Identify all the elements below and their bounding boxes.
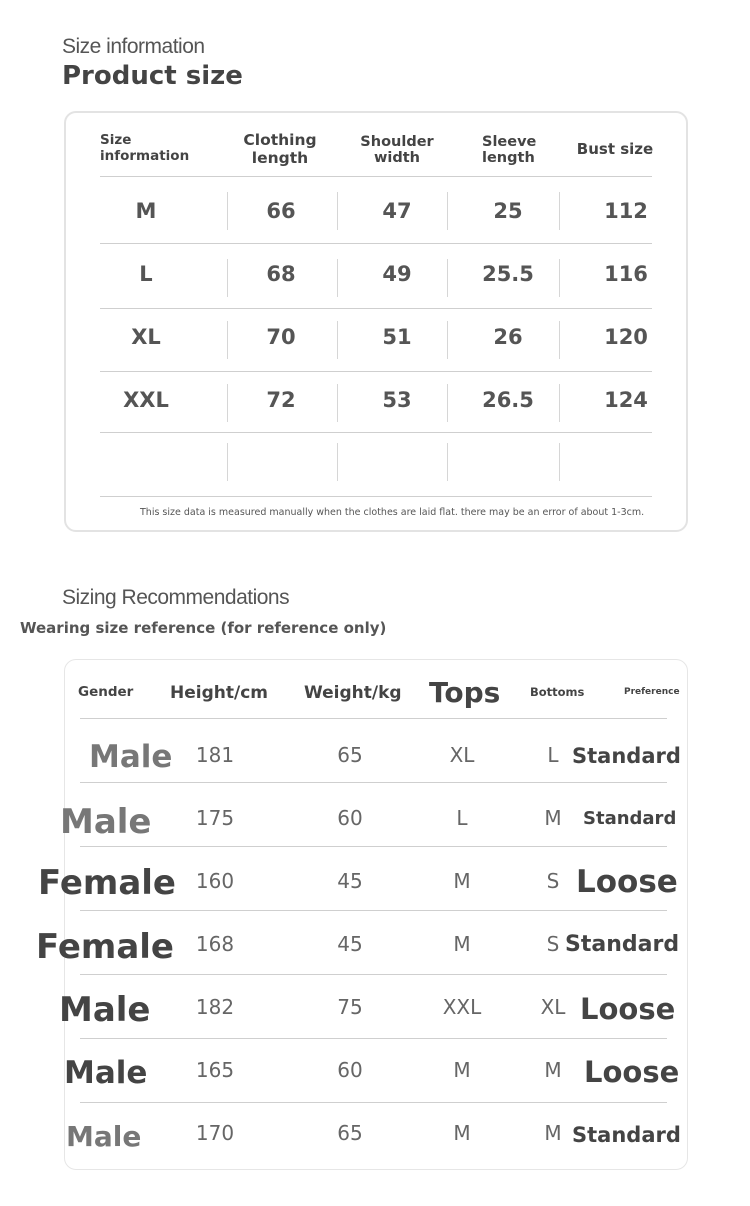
preference-cell: Standard	[565, 932, 680, 957]
tops-cell: XL	[449, 743, 475, 767]
header-shoulder-width: Shoulder width	[360, 134, 434, 166]
weight-cell: 60	[337, 1058, 363, 1082]
clothing-length-cell: 68	[266, 262, 296, 286]
size-info-heading: Size information	[62, 35, 205, 58]
gender-cell: Male	[64, 1055, 148, 1091]
weight-cell: 60	[337, 806, 363, 830]
gender-cell: Female	[38, 863, 176, 903]
height-cell: 181	[195, 743, 235, 767]
product-size-card	[64, 111, 688, 532]
sleeve-length-cell: 25.5	[482, 262, 534, 286]
table2-rule	[80, 846, 667, 847]
preference-cell: Standard	[572, 1123, 681, 1147]
shoulder-width-cell: 51	[382, 325, 412, 349]
header-weight: Weight/kg	[304, 683, 402, 703]
tops-cell: XXL	[442, 995, 482, 1019]
header-bust-size: Bust size	[576, 140, 654, 158]
shoulder-width-cell: 53	[382, 388, 412, 412]
clothing-length-cell: 72	[266, 388, 296, 412]
table1-divider	[337, 259, 338, 297]
table1-divider	[559, 443, 560, 481]
preference-cell: Standard	[583, 808, 677, 829]
height-cell: 168	[195, 932, 235, 956]
bottoms-cell: S	[546, 932, 560, 956]
table1-divider	[337, 321, 338, 359]
size-cell: L	[139, 262, 153, 286]
sleeve-length-cell: 26	[493, 325, 523, 349]
header-tops: Tops	[429, 676, 501, 709]
bottoms-cell: M	[544, 806, 562, 830]
height-cell: 165	[195, 1058, 235, 1082]
table1-rule	[100, 308, 652, 309]
tops-cell: M	[453, 932, 471, 956]
table2-rule	[80, 1102, 667, 1103]
product-size-heading: Product size	[62, 61, 243, 91]
height-cell: 160	[195, 869, 235, 893]
tops-cell: M	[453, 1121, 471, 1145]
table1-rule	[100, 176, 652, 177]
size-cell: XL	[131, 325, 161, 349]
preference-cell: Loose	[584, 1055, 680, 1089]
gender-cell: Male	[66, 1120, 142, 1153]
bottoms-cell: XL	[540, 995, 566, 1019]
height-cell: 182	[195, 995, 235, 1019]
sleeve-length-cell: 26.5	[482, 388, 534, 412]
table2-rule	[80, 974, 667, 975]
table1-divider	[337, 443, 338, 481]
preference-cell: Standard	[572, 744, 681, 768]
height-cell: 175	[195, 806, 235, 830]
header-height: Height/cm	[170, 683, 268, 703]
header-size-information: Size information	[100, 132, 190, 164]
table2-rule	[80, 1038, 667, 1039]
tops-cell: L	[456, 806, 468, 830]
shoulder-width-cell: 47	[382, 199, 412, 223]
table1-divider	[447, 443, 448, 481]
clothing-length-cell: 70	[266, 325, 296, 349]
bust-size-cell: 112	[604, 199, 648, 223]
gender-cell: Male	[59, 990, 151, 1030]
preference-cell: Loose	[580, 992, 676, 1026]
gender-cell: Female	[36, 927, 174, 967]
size-cell: XXL	[123, 388, 169, 412]
bust-size-cell: 120	[604, 325, 648, 349]
gender-cell: Male	[89, 739, 173, 775]
sleeve-length-cell: 25	[493, 199, 523, 223]
bottoms-cell: M	[544, 1121, 562, 1145]
table1-rule	[100, 496, 652, 497]
shoulder-width-cell: 49	[382, 262, 412, 286]
tops-cell: M	[453, 1058, 471, 1082]
preference-cell: Loose	[576, 864, 678, 900]
weight-cell: 75	[337, 995, 363, 1019]
weight-cell: 65	[337, 743, 363, 767]
table1-rule	[100, 243, 652, 244]
sizing-recommendations-heading: Sizing Recommendations	[62, 586, 290, 609]
bottoms-cell: M	[544, 1058, 562, 1082]
measurement-note: This size data is measured manually when the clothes are laid flat. there may be an error of about 1-3cm.	[140, 507, 645, 518]
header-preference: Preference	[624, 687, 680, 697]
table1-divider	[337, 192, 338, 230]
size-cell: M	[135, 199, 157, 223]
header-clothing-length: Clothing length	[243, 131, 317, 167]
table2-rule	[80, 782, 667, 783]
clothing-length-cell: 66	[266, 199, 296, 223]
bottoms-cell: L	[547, 743, 559, 767]
table1-divider	[227, 443, 228, 481]
bust-size-cell: 124	[604, 388, 648, 412]
weight-cell: 45	[337, 869, 363, 893]
table1-divider	[337, 384, 338, 422]
bottoms-cell: S	[546, 869, 560, 893]
weight-cell: 65	[337, 1121, 363, 1145]
header-sleeve-length: Sleeve length	[482, 134, 537, 166]
table2-rule	[80, 910, 667, 911]
bust-size-cell: 116	[604, 262, 648, 286]
tops-cell: M	[453, 869, 471, 893]
recommendation-card	[64, 659, 688, 1170]
gender-cell: Male	[60, 802, 152, 842]
weight-cell: 45	[337, 932, 363, 956]
header-gender: Gender	[78, 684, 134, 700]
header-bottoms: Bottoms	[530, 685, 585, 699]
table2-rule	[80, 718, 667, 719]
wearing-reference-subtitle: Wearing size reference (for reference only)	[20, 619, 387, 637]
height-cell: 170	[195, 1121, 235, 1145]
table1-rule	[100, 371, 652, 372]
table1-rule	[100, 432, 652, 433]
